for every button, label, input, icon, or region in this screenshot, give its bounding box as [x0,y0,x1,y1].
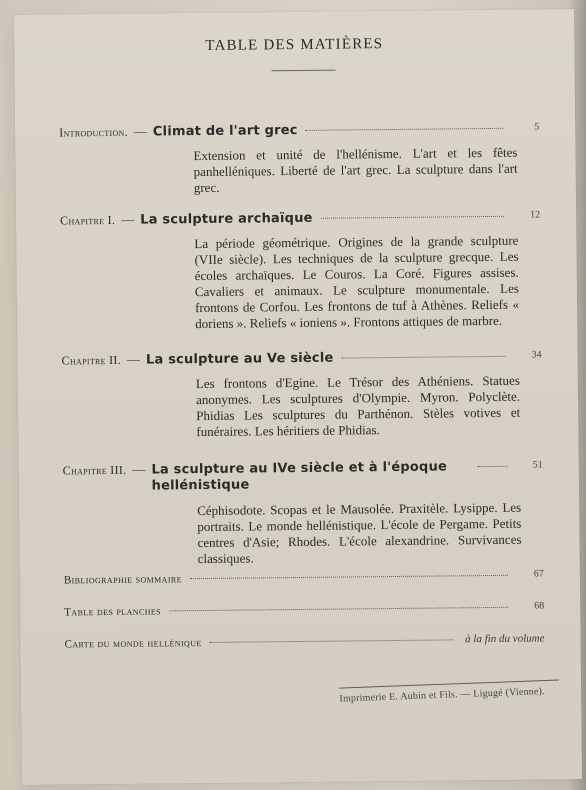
dot-leaders [210,639,453,643]
toc-entry-title: Climat de l'art grec [152,122,298,140]
toc-entry-page: 12 [530,209,541,221]
dot-leaders [341,356,505,359]
toc-entry-description: Céphisodote. Scopas et le Mausolée. Praxitèle. Lysippe. Les portraits. Le monde hellénistique. L'école de Pergame. Petits centres d'Asie; Rhodes. L'école alexandrine. Survivances classiques. [197,499,522,567]
toc-entry-chapter-1 [60,207,541,333]
toc-entry-chapter-3 [63,457,544,568]
page-title: TABLE DES MATIÈRES [205,36,384,54]
toc-appendix-label: Bibliographie sommaire [63,573,182,587]
toc-entry-label: Introduction. [59,124,128,140]
toc-entry-description: La période géométrique. Origines de la grande sculpture (VIIe siècle). Les techniques de la sculpture grecque. Les écoles archaïques. Le Couros. La Coré. Figures assises. Cavaliers et animaux. Le sculpture monumentale. Les frontons de Corfou. Les frontons de tuf à Athènes. Reliefs « doriens ». Reliefs « ioniens ». Frontons attiques de marbre. [194,232,520,332]
toc-entry-dash: — [132,461,146,477]
toc-entry-page: 51 [532,459,543,471]
toc-entry-label: Chapitre II. [61,352,122,368]
dot-leaders [478,466,508,467]
toc-entry-page: 34 [531,349,542,361]
toc-entry-label: Chapitre III. [62,462,127,478]
toc-appendix-page: 67 [533,568,544,580]
toc-appendix-label: Table des planches [64,605,162,619]
dot-leaders [190,575,508,579]
dot-leaders [169,607,508,612]
toc-entry-description: Extension et unité de l'hellénisme. L'art et les fêtes panhelléniques. Liberté de l'art grec. La sculpture dans l'art grec. [193,144,518,196]
toc-appendix-label: Carte du monde hellénique [64,637,202,651]
toc-appendix-planches [64,601,544,618]
toc-entry-title: La sculpture au IVe siècle et à l'époque hellénistique [151,459,448,494]
toc-entry-dash: — [133,123,147,139]
toc-entry-introduction [59,119,540,197]
dot-leaders [306,128,504,131]
toc-entry-description: Les frontons d'Egine. Le Trésor des Athéniens. Statues anonymes. Les sculptures d'Olympie. Myron. Polyclète. Phidias Les sculptures du Parthénon. Stèles votives et funéraires. Les héritiers de Phidias. [195,372,521,440]
page [14,9,582,785]
toc-entry-header [60,207,540,228]
toc-entry-chapter-2 [62,347,543,441]
toc-entry-dash: — [126,351,141,367]
toc-entry-header [62,347,542,368]
toc-entry-dash: — [121,211,135,227]
toc-appendix-page: 68 [534,600,545,612]
toc-appendix-note: à la fin du volume [465,632,545,646]
imprint-line: Imprimerie E. Aubin et Fils. — Ligugé (Vienne). [339,680,559,705]
toc-appendix-carte [65,633,545,650]
title-rule [272,70,336,72]
toc-entry-page: 5 [534,121,540,133]
toc-entry-header [59,119,539,140]
toc-entry-title: La sculpture au Ve siècle [145,350,334,368]
dot-leaders [321,216,505,219]
toc-entry-header [63,457,543,495]
toc-entry-label: Chapitre I. [60,212,116,228]
toc-entry-title: La sculpture archaïque [140,210,313,228]
toc-appendix-bibliographie [64,569,544,586]
